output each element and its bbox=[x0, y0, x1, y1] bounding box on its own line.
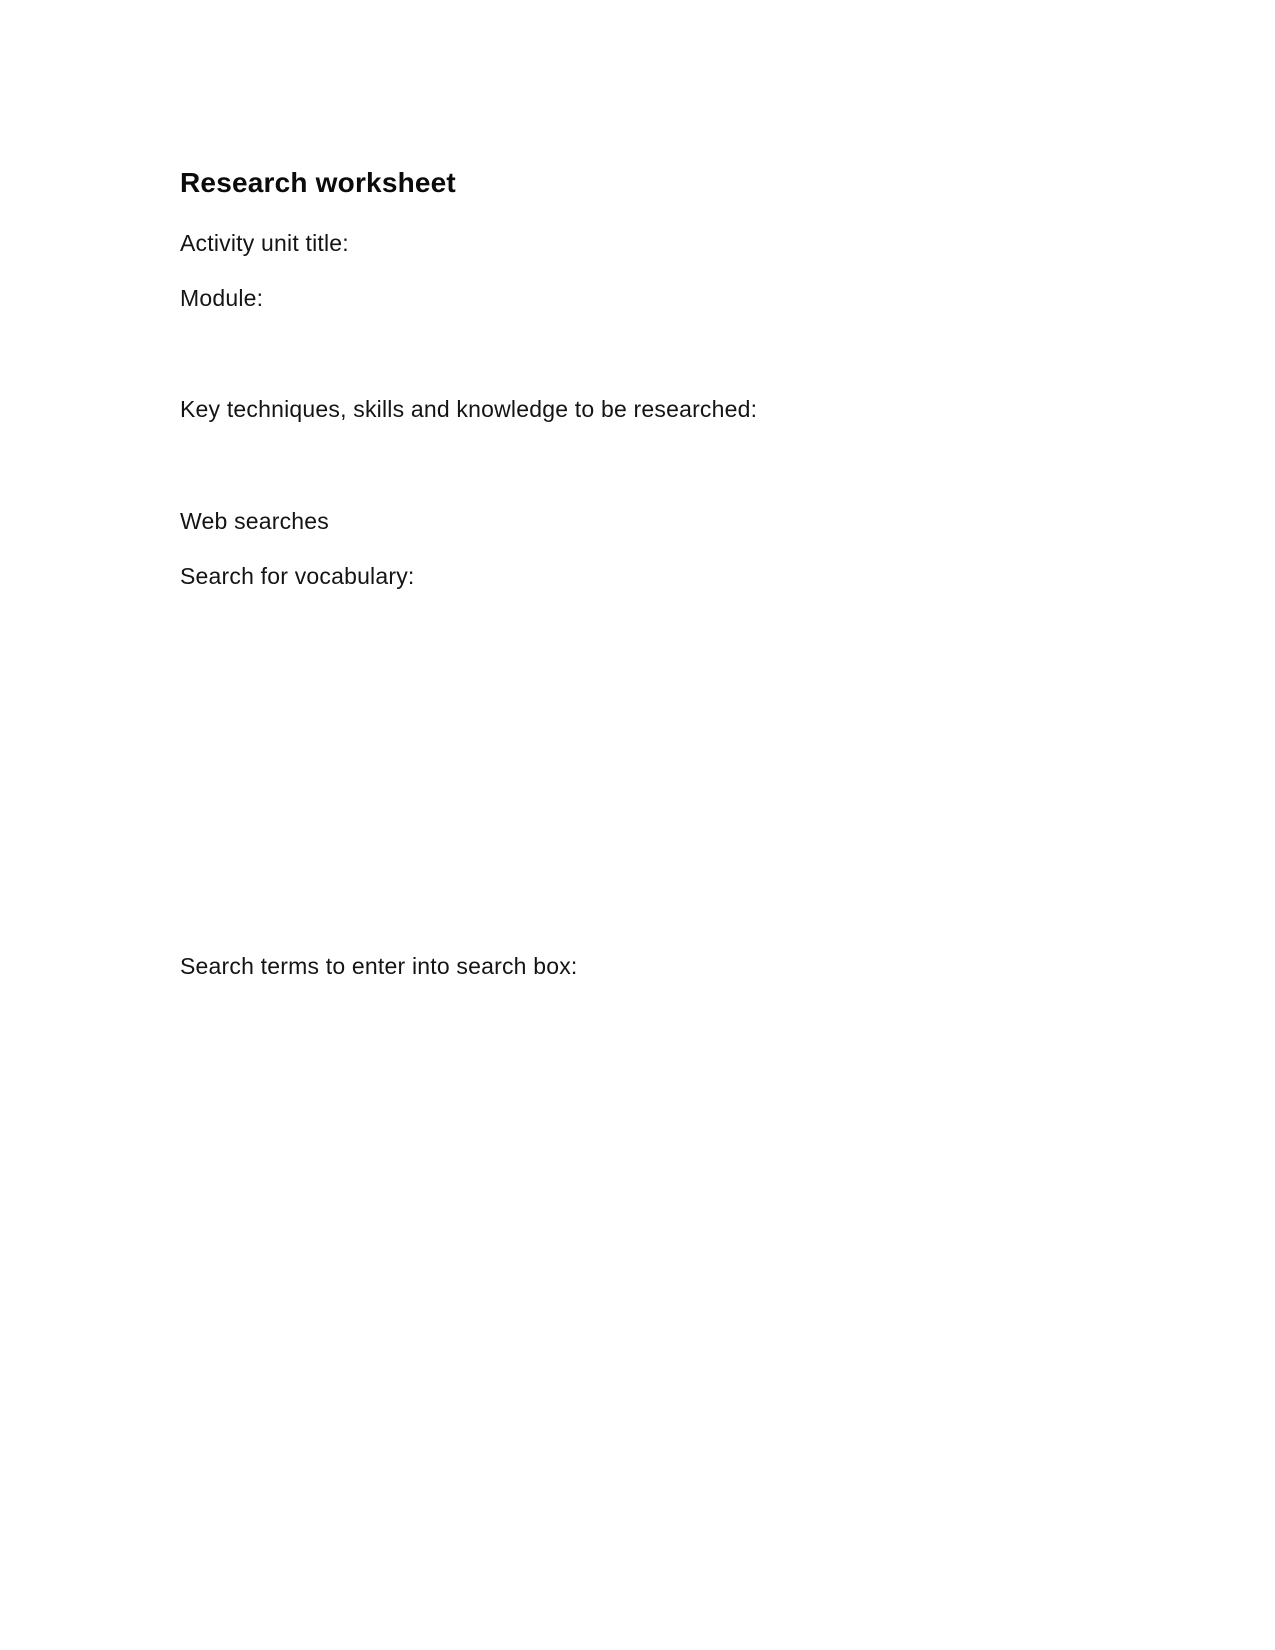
web-searches-heading: Web searches bbox=[180, 508, 329, 534]
activity-unit-title-label: Activity unit title: bbox=[180, 230, 349, 256]
page-title: Research worksheet bbox=[180, 167, 456, 198]
search-vocabulary-label: Search for vocabulary: bbox=[180, 563, 415, 589]
key-techniques-label: Key techniques, skills and knowledge to be researched: bbox=[180, 396, 758, 422]
search-terms-label: Search terms to enter into search box: bbox=[180, 953, 578, 979]
module-label: Module: bbox=[180, 285, 264, 311]
